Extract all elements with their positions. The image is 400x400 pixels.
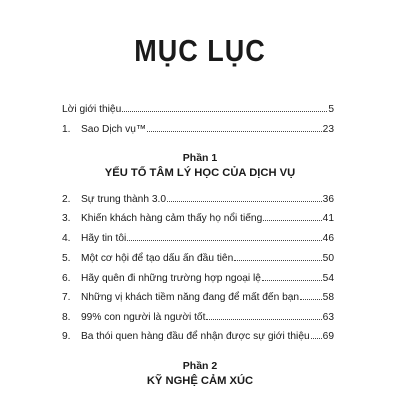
- toc-entry-title: Sao Dịch vụ™: [81, 124, 147, 135]
- toc-entry[interactable]: [62, 123, 334, 137]
- toc-entry-page: 36: [322, 194, 334, 205]
- dot-leader: [300, 291, 322, 300]
- toc-entry-page: 46: [322, 233, 334, 244]
- toc-entry-title: Lời giới thiệu: [62, 104, 122, 115]
- toc-entry-number: 1.: [62, 124, 71, 135]
- page-title: MỤC LỤC: [134, 34, 266, 68]
- part-1-title: YẾU TỐ TÂM LÝ HỌC CỦA DỊCH VỤ: [104, 167, 296, 179]
- toc-entry-page: 23: [322, 124, 334, 135]
- toc-entry-number: 7.: [62, 292, 71, 303]
- dot-leader: [263, 212, 321, 221]
- toc-entry-page: 50: [322, 253, 334, 264]
- toc-entry[interactable]: [62, 291, 334, 305]
- toc-entry-title: Hãy quên đi những trường hợp ngoại lệ: [81, 273, 261, 284]
- toc-entry[interactable]: [62, 252, 334, 266]
- part-2-label: Phần 2: [182, 360, 218, 372]
- toc-entry-title: Một cơ hội để tạo dấu ấn đầu tiên: [81, 253, 234, 264]
- toc-entry-page: 58: [322, 292, 334, 303]
- dot-leader: [167, 193, 322, 202]
- dot-leader: [122, 103, 327, 112]
- dot-leader: [311, 330, 322, 339]
- toc-entry[interactable]: [62, 330, 334, 344]
- toc-entry-page: 69: [322, 331, 334, 342]
- dot-leader: [206, 311, 321, 320]
- toc-entry[interactable]: [62, 193, 334, 207]
- toc-entry-page: 5: [328, 104, 334, 115]
- toc-entry-number: 2.: [62, 194, 71, 205]
- toc-entry-number: 3.: [62, 213, 71, 224]
- toc-entry[interactable]: [62, 103, 334, 117]
- toc-entry-page: 54: [322, 273, 334, 284]
- toc-entry[interactable]: [62, 232, 334, 246]
- toc-entry-title: Ba thói quen hàng đầu để nhận được sự giới thiệu: [81, 331, 310, 342]
- dot-leader: [147, 123, 322, 132]
- dot-leader: [127, 232, 321, 241]
- toc-entry[interactable]: [62, 311, 334, 325]
- toc-entry-number: 5.: [62, 253, 71, 264]
- toc-entry-title: Sự trung thành 3.0: [81, 194, 166, 205]
- dot-leader: [262, 272, 322, 281]
- part-1-label: Phần 1: [182, 152, 218, 164]
- toc-entry-number: 8.: [62, 312, 71, 323]
- part-2-title: KỸ NGHỆ CẢM XÚC: [146, 375, 254, 387]
- dot-leader: [234, 252, 321, 261]
- toc-entry-number: 9.: [62, 331, 71, 342]
- toc-entry-title: Khiến khách hàng cảm thấy họ nổi tiếng: [81, 213, 263, 224]
- toc-entry-number: 4.: [62, 233, 71, 244]
- toc-entry-title: Hãy tin tôi: [81, 233, 127, 244]
- toc-entry-title: Những vị khách tiềm năng đang để mất đến bạn: [81, 292, 300, 303]
- toc-entry[interactable]: [62, 212, 334, 226]
- toc-entry-page: 41: [322, 213, 334, 224]
- toc-entry-number: 6.: [62, 273, 71, 284]
- toc-entry-title: 99% con người là người tốt: [81, 312, 206, 323]
- toc-entry[interactable]: [62, 272, 334, 286]
- toc-entry-page: 63: [322, 312, 334, 323]
